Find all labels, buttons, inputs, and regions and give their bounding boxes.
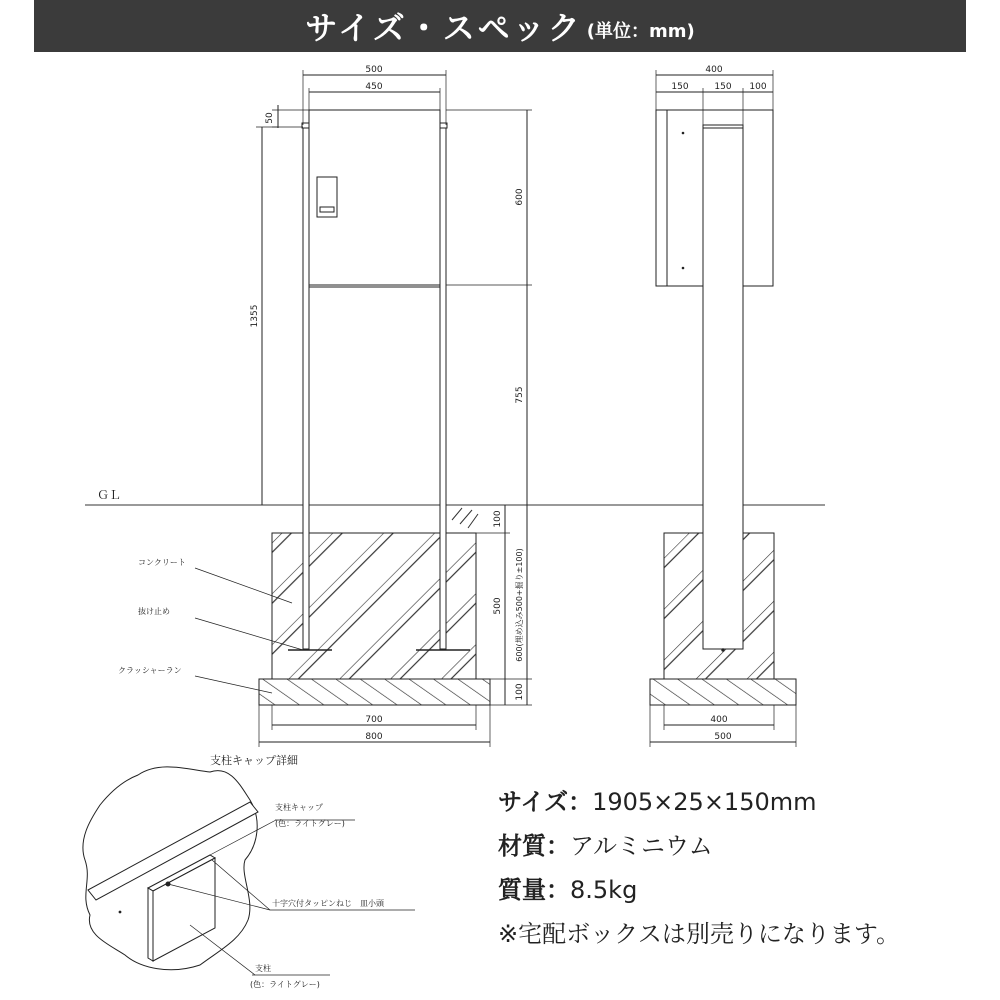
dim-800: 800	[365, 732, 383, 742]
side-post	[703, 125, 743, 649]
dim-450: 450	[365, 82, 383, 92]
dim-500: 500	[365, 65, 383, 75]
unit-label: (単位：mm)	[586, 21, 695, 42]
side-dim-400-bottom: 400	[710, 715, 728, 725]
page-title: サイズ・スペック	[305, 9, 583, 47]
label-crusher-run: クラッシャーラン	[118, 666, 182, 675]
dim-755: 755	[515, 386, 525, 404]
spec-material	[498, 824, 900, 868]
side-post-hole	[722, 649, 724, 651]
dim-700: 700	[365, 715, 383, 725]
spec-material-value: アルミニウム	[570, 832, 713, 860]
spec-weight	[498, 868, 900, 912]
dim-50: 50	[265, 112, 275, 124]
crusher-run-layer	[259, 679, 490, 705]
side-dim-400-top: 400	[705, 65, 723, 75]
soil-hatch	[452, 508, 478, 528]
post-label: 支柱	[255, 964, 271, 973]
ground-line-label: ＧＬ	[97, 488, 122, 502]
spec-note: ※宅配ボックスは別売りになります。	[498, 920, 900, 948]
dim-600: 600	[515, 188, 525, 206]
cap-label: 支柱キャップ	[275, 803, 323, 812]
cap-color-label: (色：ライトグレー)	[275, 819, 345, 828]
side-crusher-run-layer	[650, 679, 796, 705]
side-view	[650, 70, 796, 747]
post-color-label: (色：ライトグレー)	[250, 980, 320, 989]
dim-1355: 1355	[250, 304, 260, 328]
side-dim-100: 100	[749, 82, 767, 92]
spec-weight-value: 8.5kg	[570, 876, 638, 904]
dim-100-bottom: 100	[515, 683, 525, 701]
label-concrete: コンクリート	[138, 558, 186, 567]
screw-label: 十字穴付タッピンねじ 皿小頭	[272, 899, 384, 908]
spec-weight-key: 質量：	[498, 876, 570, 904]
cap-detail	[83, 767, 415, 975]
dim-500-mid: 500	[493, 597, 503, 615]
side-dim-150-b: 150	[714, 82, 732, 92]
side-dim-500: 500	[714, 732, 732, 742]
dim-100-top: 100	[493, 510, 503, 528]
label-stopper: 抜け止め	[138, 607, 170, 616]
spec-size-key: サイズ：	[498, 788, 593, 816]
post-right	[440, 127, 446, 649]
dim-embed: 600(埋め込み500+掘り±100)	[515, 548, 524, 662]
spec-size-value: 1905×25×150mm	[592, 788, 817, 816]
spec-list	[498, 780, 900, 956]
post-left	[303, 127, 309, 649]
spec-material-key: 材質：	[498, 832, 570, 860]
spec-size	[498, 780, 900, 824]
cap-detail-title: 支柱キャップ詳細	[210, 754, 298, 767]
side-dim-150-a: 150	[671, 82, 689, 92]
